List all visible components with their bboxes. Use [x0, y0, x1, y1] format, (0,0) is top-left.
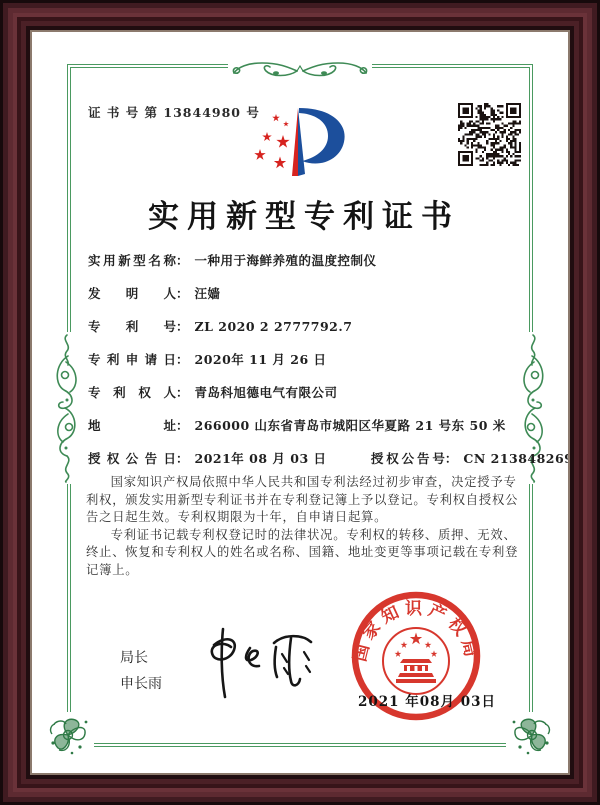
field-value: CN 213848269 U — [463, 451, 590, 466]
director-name: 申长雨 — [120, 676, 162, 692]
certificate-fields — [88, 251, 590, 482]
field-patentee: 专利权人： 青岛科旭德电气有限公司 — [88, 385, 338, 400]
certificate-title: 实用新型专利证书 — [148, 199, 460, 235]
certificate-number: 证 书 号 第 13844980 号 — [88, 105, 260, 120]
director-block — [120, 645, 162, 697]
field-value: 2021年 08 月 03 日 — [194, 451, 327, 466]
bottom-left-flower-icon — [44, 712, 94, 758]
seal-text: 国家知识产权局 — [350, 598, 482, 664]
field-value: 266000 山东省青岛市城阳区华夏路 21 号东 50 米 — [194, 418, 506, 433]
field-value: 汪嫱 — [194, 286, 221, 301]
field-patent-no: 专利号： ZL 2020 2 2777792.7 — [88, 319, 353, 334]
legal-text — [86, 474, 520, 580]
director-signature-icon — [178, 620, 328, 712]
field-label: 发明人 — [88, 286, 176, 301]
field-value: ZL 2020 2 2777792.7 — [194, 319, 353, 334]
top-flourish-icon — [228, 54, 372, 84]
field-label: 授权公告号 — [370, 451, 445, 466]
field-inventor: 发明人： 汪嫱 — [88, 286, 221, 301]
legal-paragraph-2: 专利证书记载专利权登记时的法律状况。专利权的转移、质押、无效、终止、恢复和专利权人的姓名或名称、国籍、地址变更等事项记载在专利登记簿上。 — [86, 527, 519, 577]
field-grant-date: 授权公告日： 2021年 08 月 03 日 — [88, 451, 327, 466]
field-label: 实用新型名称 — [88, 253, 176, 268]
logo-stars — [254, 114, 289, 168]
field-value: 一种用于海鲜养殖的温度控制仪 — [194, 253, 377, 268]
field-filing-date: 专利申请日： 2020年 11 月 26 日 — [88, 352, 327, 367]
qr-code — [458, 103, 521, 166]
field-value: 青岛科旭德电气有限公司 — [194, 385, 338, 400]
director-title: 局长 — [120, 650, 148, 666]
field-name: 实用新型名称： 一种用于海鲜养殖的温度控制仪 — [88, 253, 377, 268]
left-flourish-icon — [50, 332, 84, 484]
field-label: 专利权人 — [88, 385, 176, 400]
seal-national-emblem — [383, 628, 449, 694]
field-label: 地址 — [88, 418, 176, 433]
issue-date: 2021 年08月 03日 — [358, 694, 497, 710]
field-address: 地址： 266000 山东省青岛市城阳区华夏路 21 号东 50 米 — [88, 418, 506, 433]
field-label: 专利申请日 — [88, 352, 176, 367]
field-label: 授权公告日 — [88, 451, 176, 466]
bottom-right-flower-icon — [506, 712, 556, 758]
field-grant-no: 授权公告号： CN 213848269 U — [370, 451, 590, 466]
field-label: 专利号 — [88, 319, 176, 334]
field-value: 2020年 11 月 26 日 — [194, 352, 327, 367]
cnipa-patent-logo-icon — [236, 98, 364, 190]
svg-text:国家知识产权局 — [350, 599, 481, 664]
legal-paragraph-1: 国家知识产权局依照中华人民共和国专利法经过初步审查，决定授予专利权，颁发实用新型专利证书并在专利登记簿上予以登记。专利权自授权公告之日起生效。专利权期限为十年，自申请日起算。 — [86, 475, 519, 525]
